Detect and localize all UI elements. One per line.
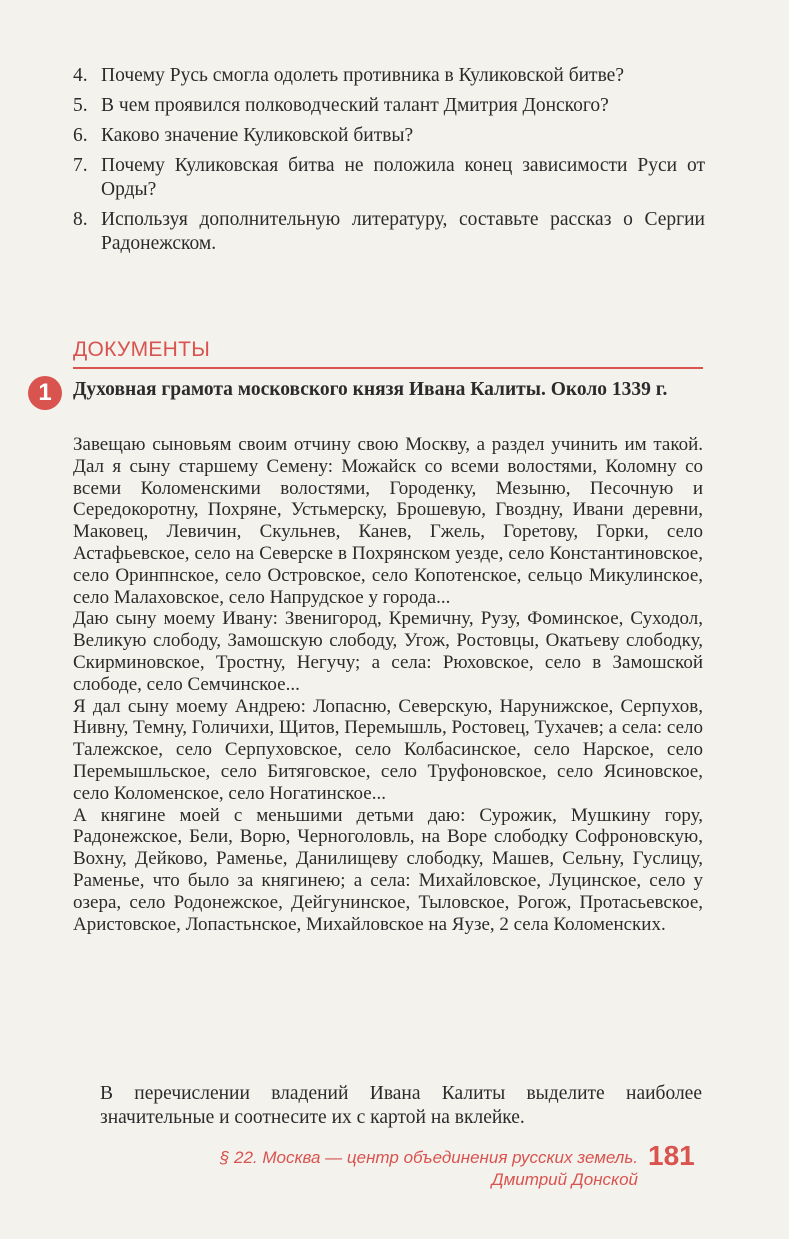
page-number: 181 <box>648 1140 695 1171</box>
question-number: 8. <box>73 209 88 230</box>
question-text: Почему Куликовская битва не положила конец зависимости Руси от Орды? <box>101 155 705 200</box>
document-title: Духовная грамота московского князя Ивана Калиты. Около 1339 г. <box>73 379 668 400</box>
document-paragraph: Завещаю сыновьям своим отчину свою Москву, а раздел учинить им такой. Дал я сыну старшему Семену: Можайск со всеми волостями, Коломну со всеми Коломенскими волостями, Городенку, Мезыню, Песочную и Середокоротну, Похряне, Устьмерску, Брошевую, Гвоздну, Ивани деревни, Маковец, Левичин, Скульнев, Канев, Гжель, Горетову, Горки, село Астафьевское, село на Северске в Похрянском уезде, село Константиновское, село Оринпнское, село Островское, село Копотенское, сельцо Микулинское, село Малаховское, село Напрудское у города... <box>73 434 703 608</box>
document-paragraph: Я дал сыну моему Андрею: Лопасню, Северскую, Нарунижское, Серпухов, Нивну, Темну, Голичихи, Щитов, Перемышль, Ростовец, Тухачев; а села: село Талежское, село Серпуховское, село Колбасинское, село Нарское, село Перемышльское, село Битяговское, село Труфоновское, село Ясиновское, село Коломенское, село Ногатинское... <box>73 695 703 804</box>
question-text: Почему Русь смогла одолеть противника в Куликовской битве? <box>101 65 624 86</box>
document-paragraph: Даю сыну моему Ивану: Звенигород, Кремичну, Рузу, Фоминское, Суходол, Великую слободу, Замошскую слободу, Угож, Ростовцы, Окатьеву слободку, Скирминовское, Тростну, Негучу; а села: Рюховское, село в Замошской слободе, село Семчинское... <box>73 608 703 695</box>
question-text: Используя дополнительную литературу, составьте рассказ о Сергии Радонежском. <box>101 209 705 254</box>
question-number: 6. <box>73 125 88 146</box>
section-divider <box>73 367 703 369</box>
question-text: В чем проявился полководческий талант Дмитрия Донского? <box>101 95 609 116</box>
question-item <box>73 64 705 88</box>
documents-heading: ДОКУМЕНТЫ <box>73 338 211 361</box>
document-task: В перечислении владений Ивана Калиты выделите наиболее значительные и соотнесите их с картой на вклейке. <box>100 1083 702 1128</box>
document-paragraph: А княгине моей с меньшими детьми даю: Сурожик, Мушкину гору, Радонежское, Бели, Ворю, Черноголовль, на Воре слободку Софроновскую, Вохну, Дейково, Раменье, Данилищеву слободку, Машев, Сельну, Гуслицу, Раменье, что было за княгинею; а села: Михайловское, Луцинское, село у озера, село Родонежское, Дейгунинское, Тыловское, Рогож, Протасьевское, Аристовское, Лопастьнское, Михайловское на Яузе, 2 села Коломенских. <box>73 804 703 935</box>
question-item <box>73 94 705 118</box>
question-list <box>73 64 705 262</box>
question-item <box>73 154 705 202</box>
question-number: 5. <box>73 95 88 116</box>
document-body <box>73 434 703 935</box>
question-text: Каково значение Куликовской битвы? <box>101 125 414 146</box>
document-number-badge: 1 <box>28 376 62 410</box>
running-footer-section: § 22. Москва — центр объединения русских земель. <box>219 1148 638 1167</box>
question-item <box>73 208 705 256</box>
question-number: 7. <box>73 155 88 176</box>
running-footer-subtitle: Дмитрий Донской <box>491 1170 638 1189</box>
question-item <box>73 124 705 148</box>
question-number: 4. <box>73 65 88 86</box>
